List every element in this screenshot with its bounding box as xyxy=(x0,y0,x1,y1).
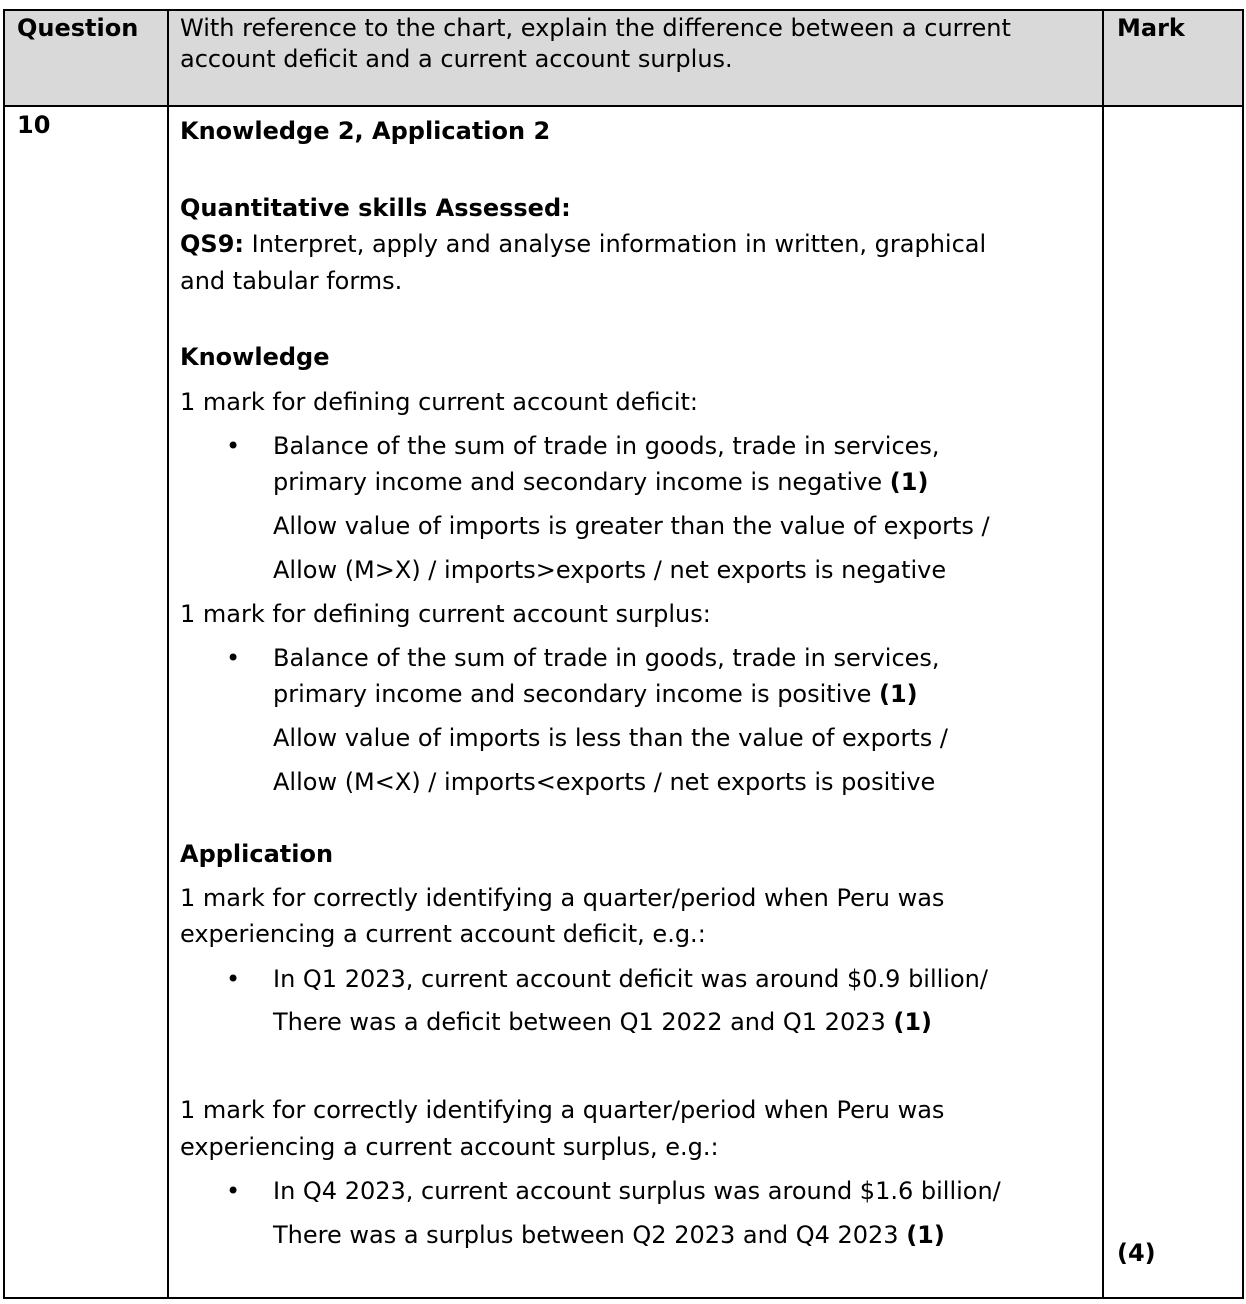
application-surplus-intro-line-1: 1 mark for correctly identifying a quarter/period when Peru was xyxy=(180,1096,945,1124)
qs-heading: Quantitative skills Assessed: xyxy=(180,194,571,222)
knowledge-deficit-bullet-line-2: primary income and secondary income is negative (1) xyxy=(273,468,929,496)
column-divider-1 xyxy=(167,9,169,1299)
application-surplus-bullet-line-1: In Q4 2023, current account surplus was around $1.6 billion/ xyxy=(273,1177,1001,1205)
question-text-line-2: account deficit and a current account surplus. xyxy=(180,45,733,73)
knowledge-deficit-intro: 1 mark for defining current account deficit: xyxy=(180,388,699,416)
knowledge-heading: Knowledge xyxy=(180,343,330,371)
application-surplus-intro-line-2: experiencing a current account surplus, e.g.: xyxy=(180,1133,719,1161)
knowledge-surplus-allow-line-2: Allow (M<X) / imports<exports / net exports is positive xyxy=(273,768,936,796)
mark-badge: (1) xyxy=(906,1221,945,1249)
knowledge-surplus-allow-line-1: Allow value of imports is less than the value of exports / xyxy=(273,724,948,752)
qs-description: Interpret, apply and analyse information in written, graphical xyxy=(243,230,987,258)
application-deficit-bullet-line-2: There was a deficit between Q1 2022 and Q1 2023 (1) xyxy=(273,1008,933,1036)
bullet-icon: • xyxy=(226,1177,241,1205)
bullet-icon: • xyxy=(226,432,241,460)
table-border-bottom xyxy=(3,1297,1244,1299)
application-deficit-bullet-line-1: In Q1 2023, current account deficit was around $0.9 billion/ xyxy=(273,965,988,993)
knowledge-surplus-intro: 1 mark for defining current account surplus: xyxy=(180,600,711,628)
qs-code: QS9: xyxy=(180,230,244,258)
table-border-left xyxy=(3,9,5,1299)
knowledge-surplus-bullet-line-1: Balance of the sum of trade in goods, trade in services, xyxy=(273,644,940,672)
mark-badge: (1) xyxy=(878,680,918,708)
mark-badge: (1) xyxy=(889,468,929,496)
knowledge-deficit-allow-line-1: Allow value of imports is greater than the value of exports / xyxy=(273,512,990,540)
bullet-icon: • xyxy=(226,644,241,672)
knowledge-deficit-allow-line-2: Allow (M>X) / imports>exports / net exports is negative xyxy=(273,556,947,584)
table-border-top xyxy=(3,9,1244,11)
table-border-right xyxy=(1242,9,1244,1299)
header-bottom-border xyxy=(3,105,1244,107)
mark-column-header: Mark xyxy=(1117,14,1185,42)
application-heading: Application xyxy=(180,840,334,868)
knowledge-deficit-bullet-line-1: Balance of the sum of trade in goods, trade in services, xyxy=(273,432,940,460)
question-number: 10 xyxy=(17,111,51,139)
knowledge-surplus-bullet-line-2: primary income and secondary income is positive (1) xyxy=(273,680,918,708)
total-mark: (4) xyxy=(1117,1239,1156,1267)
qs-line-1 xyxy=(180,229,986,260)
mark-badge: (1) xyxy=(893,1008,933,1036)
assessment-heading: Knowledge 2, Application 2 xyxy=(180,117,551,145)
application-deficit-intro-line-1: 1 mark for correctly identifying a quarter/period when Peru was xyxy=(180,884,945,912)
bullet-icon: • xyxy=(226,965,241,993)
application-surplus-bullet-line-2: There was a surplus between Q2 2023 and Q4 2023 (1) xyxy=(273,1221,945,1249)
application-deficit-intro-line-2: experiencing a current account deficit, e.g.: xyxy=(180,920,706,948)
question-text-line-1: With reference to the chart, explain the difference between a current xyxy=(180,14,1011,42)
column-divider-2 xyxy=(1102,9,1104,1299)
qs-line-2: and tabular forms. xyxy=(180,267,403,295)
question-column-header: Question xyxy=(17,14,139,42)
